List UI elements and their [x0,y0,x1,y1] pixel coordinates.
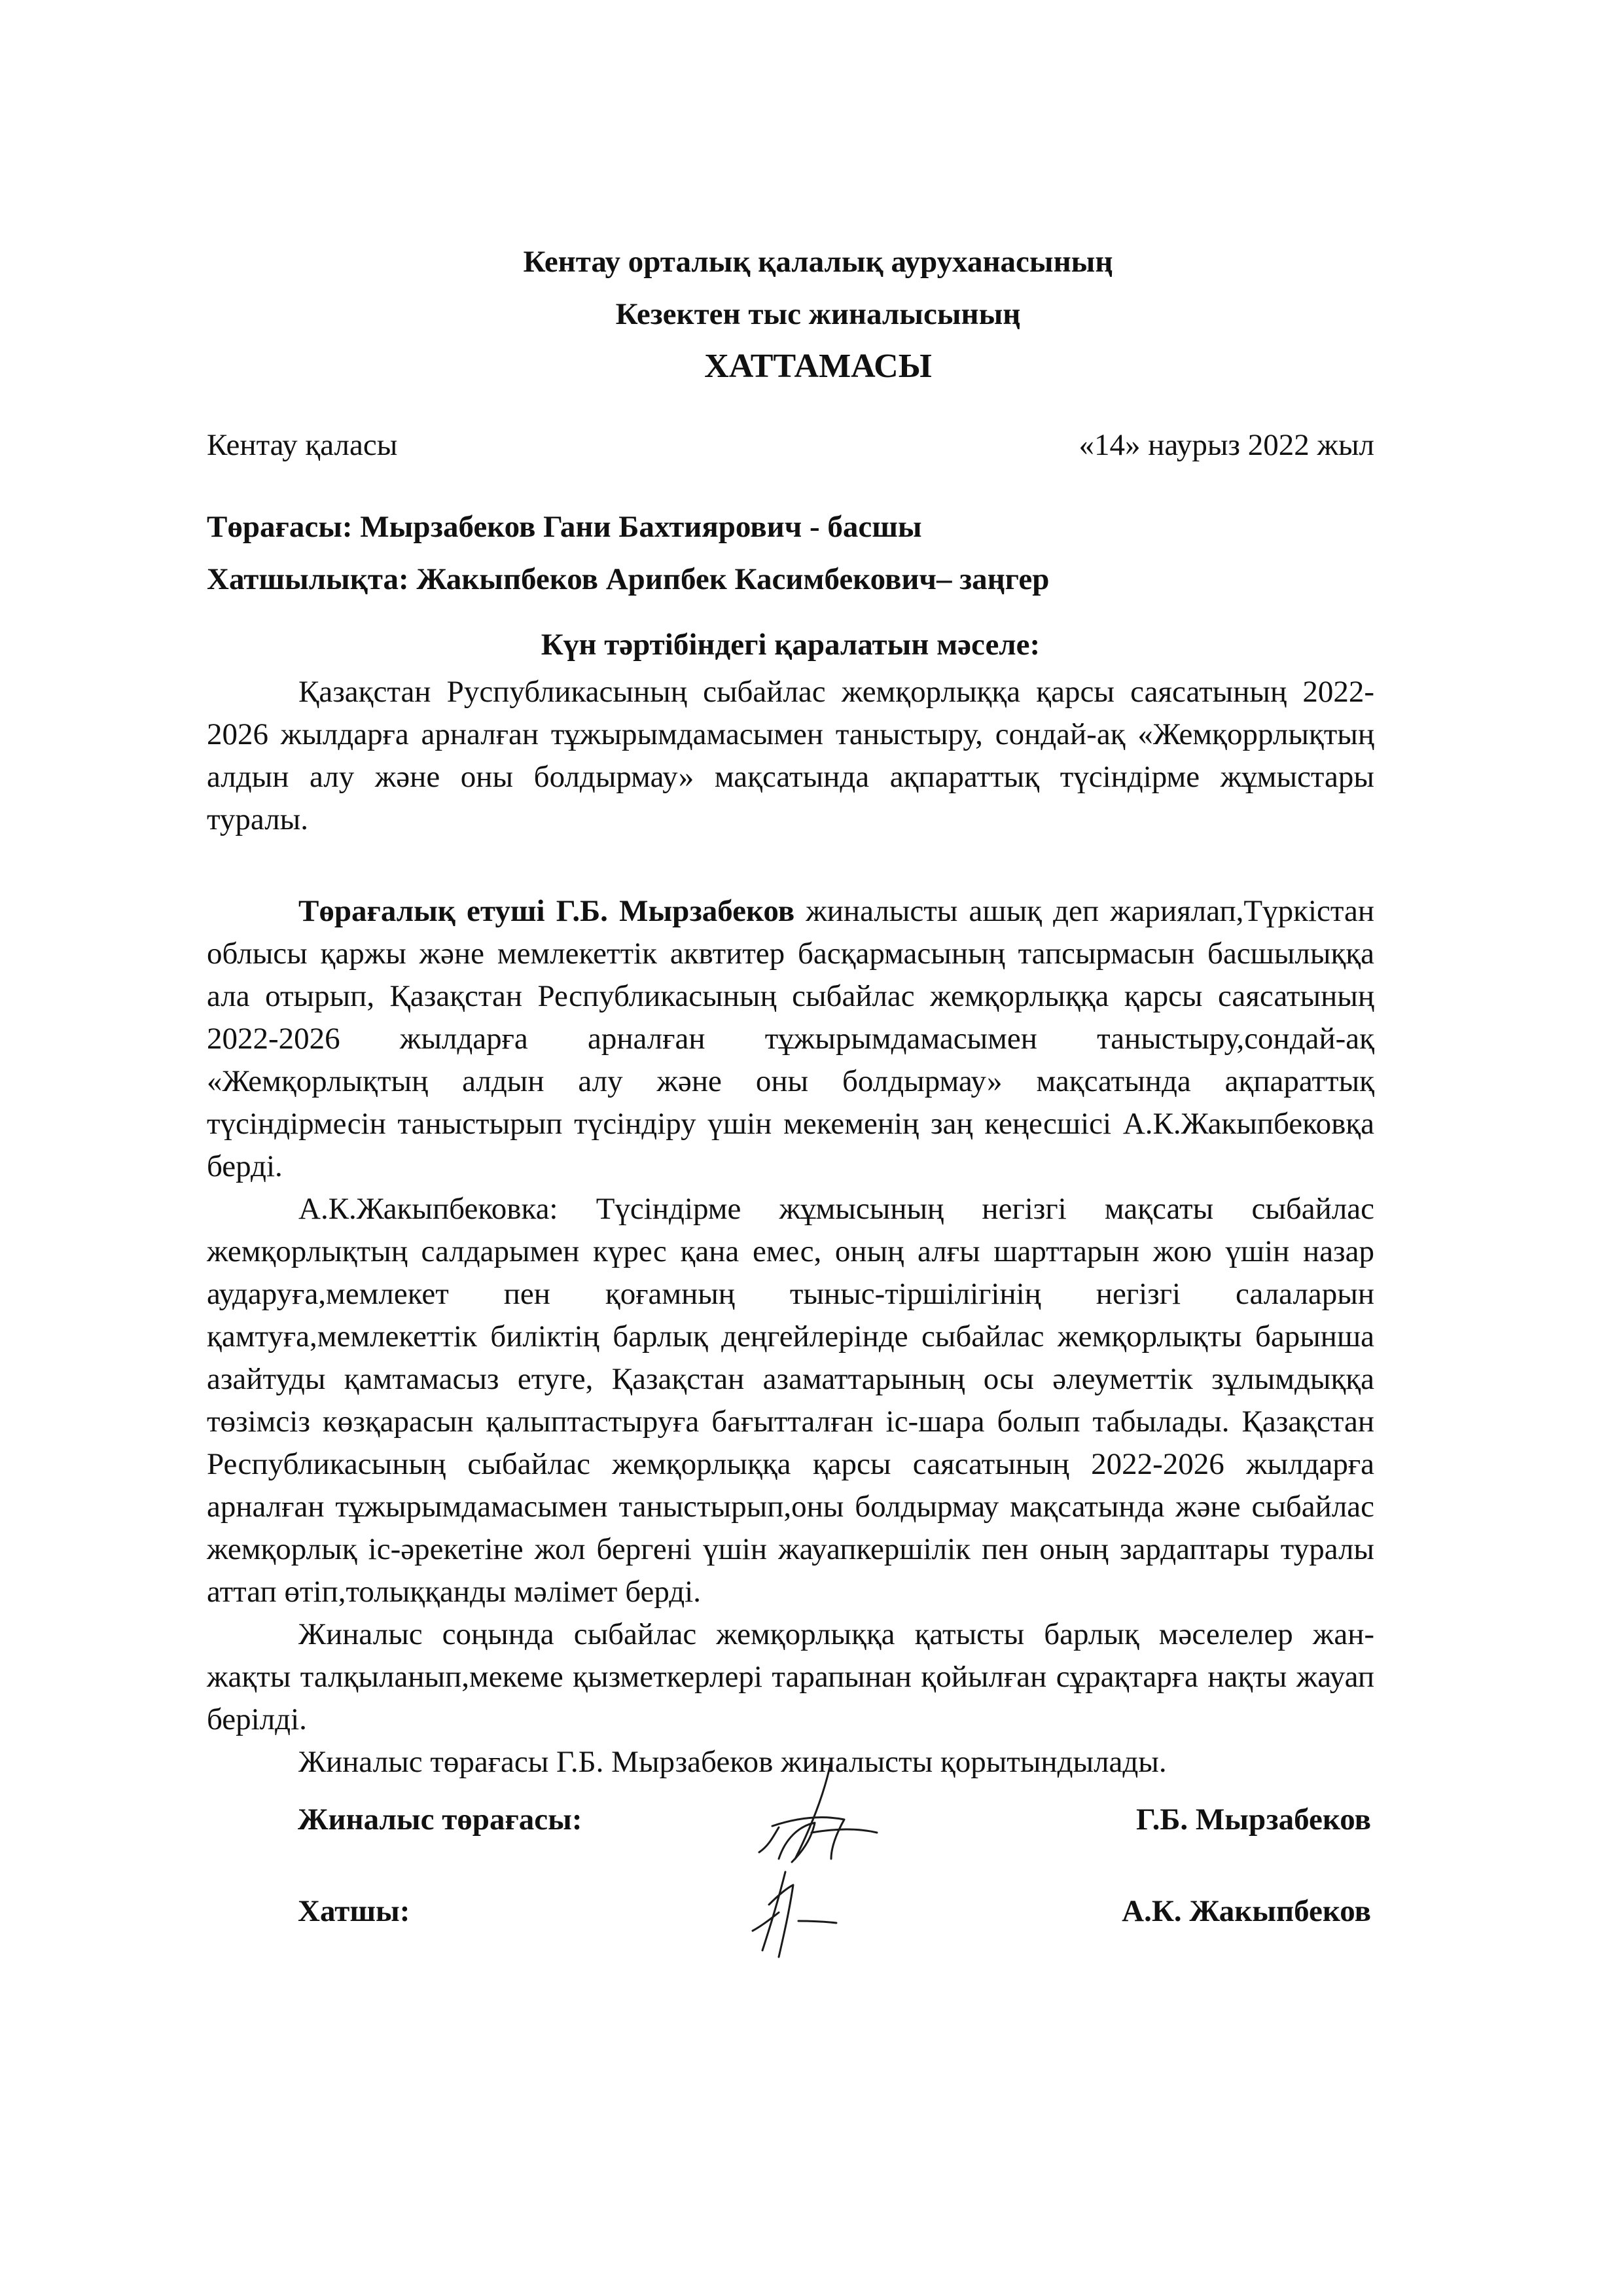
paragraph-closing: Жиналыс төрағасы Г.Б. Мырзабеков жиналысты қорытындылады. [298,1745,1167,1779]
paragraph-discussion: Жиналыс соңында сыбайлас жемқорлыққа қатысты барлық мәселелер жан-жақты талқыланып,мекеме қызметкерлері тарапынан қойылған сұрақтарға нақты жауап берілді. [207,1617,1374,1736]
chair-signature-label: Жиналыс төрағасы: [298,1803,582,1837]
header-line-1: Кентау орталық қалалық ауруханасының [523,245,1113,279]
city-label: Кентау қаласы [207,428,398,462]
paragraph-gap [207,841,1374,890]
paragraph-explanation: А.К.Жакыпбековка: Түсіндірме жұмысының негізгі мақсаты сыбайлас жемқорлықтың салдарымен күрес қана емес, оның алғы шарттарын жою үшін назар аударуға,мемлекет пен қоғамның тыныс-тіршілігінің негізгі салаларын қамтуға,мемлекеттік биліктің барлық деңгейлерінде сыбайлас жемқорлықты барынша азайтуды қамтамасыз етуге, Қазақстан азаматтарының осы әлеуметтік зұлымдыққа төзімсіз көзқарасын қалыптастыруға бағытталған іс-шара болып табылады. Қазақстан Республикасының сыбайлас жемқорлыққа қарсы саясатының 2022-2026 жылдарға арналған тұжырымдамасымен таныстырып,оны болдырмау мақсатында және сыбайлас жемқорлық іс-әрекетіне жол бергені үшін жауапкершілік пен оның зардаптары туралы аттап өтіп,толыққанды мәлімет берді. [207,1192,1374,1609]
chair-line: Төрағасы: Мырзабеков Гани Бахтиярович - басшы [207,510,922,544]
paragraph-opening [207,890,1374,1188]
document-header [196,236,1440,393]
participants-block [207,501,1374,605]
secretary-signature-name: А.К. Жакыпбеков [1122,1894,1371,1928]
date-label: «14» наурыз 2022 жыл [1079,428,1374,462]
document-title: ХАТТАМАСЫ [704,348,932,385]
chair-signature-name: Г.Б. Мырзабеков [1136,1803,1371,1837]
secretary-signature-label: Хатшы: [298,1894,410,1928]
agenda-paragraph: Қазақстан Руспубликасының сыбайлас жемқорлыққа қарсы саясатының 2022-2026 жылдарға арналған тұжырымдамасымен таныстыру, сондай-ақ «Жемқоррлықтың алдын алу және оны болдырмау» мақсатында ақпараттық түсіндірме жұмыстары туралы. [207,675,1374,836]
place-date-row [207,419,1374,471]
document-body [207,619,1374,1784]
signature-block [298,1793,1371,1990]
agenda-heading: Күн тәртібіндегі қаралатын мәселе: [541,628,1041,662]
handwritten-signature-icon [733,1754,890,1977]
chair-lead-text: Төрағалық етуші Г.Б. Мырзабеков [298,894,795,928]
header-line-2: Кезектен тыс жиналысының [615,297,1021,331]
paragraph-opening-text: жиналысты ашық деп жариялап,Түркістан облысы қаржы және мемлекеттік аквтитер басқармасының тапсырмасын басшылыққа ала отырып, Қазақстан Республикасының сыбайлас жемқорлыққа қарсы саясатының 2022-2026 жылдарға арналған тұжырымдамасымен таныстыру,сондай-ақ «Жемқорлықтың алдын алу және оны болдырмау» мақсатында ақпараттық түсіндірмесін таныстырып түсіндіру үшін мекеменің заң кеңесшісі А.К.Жакыпбековқа берді. [207,894,1374,1183]
secretary-line: Хатшылықта: Жакыпбеков Арипбек Касимбекович– заңгер [207,562,1050,596]
